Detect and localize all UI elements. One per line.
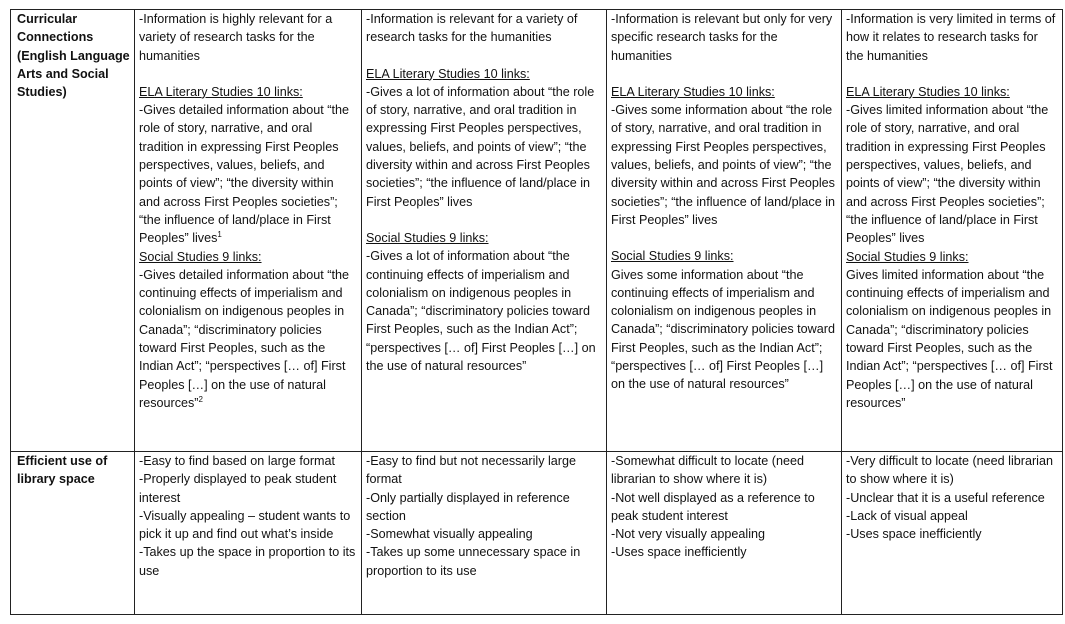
criterion-line: -Uses space inefficiently xyxy=(846,527,982,542)
rubric-cell-level-1 xyxy=(135,452,362,615)
criterion-cell xyxy=(11,452,135,615)
rubric-cell-level-4 xyxy=(842,452,1063,615)
criterion-line: -Not very visually appealing xyxy=(611,527,765,542)
rubric-cell-level-1 xyxy=(135,10,362,452)
table-row-curricular-connections xyxy=(11,10,1063,452)
summary-text: -Information is relevant for a variety of research tasks for the humanities xyxy=(366,12,578,45)
summary-text: -Information is relevant but only for very specific research tasks for the humanities xyxy=(611,12,833,63)
criterion-line: -Properly displayed to peak student interest xyxy=(139,472,337,505)
ss-text: -Gives detailed information about “the continuing effects of imperialism and colonialism on indigenous peoples in Canada”; “discriminatory policies toward First Peoples, such as the Indian Act”; “perspectives [… of] First Peoples […] on the use of natural resources” xyxy=(139,267,350,410)
criterion-line: -Not well displayed as a reference to peak student interest xyxy=(611,490,815,523)
criterion-line: -Very difficult to locate (need librarian to show where it is) xyxy=(846,454,1053,487)
rubric-cell-level-3 xyxy=(607,10,842,452)
ss-heading: Social Studies 9 links: xyxy=(611,249,734,264)
table-row-library-space xyxy=(11,452,1063,615)
criterion-line: -Takes up some unnecessary space in proportion to its use xyxy=(366,545,581,578)
ss-heading: Social Studies 9 links: xyxy=(139,249,262,264)
ela-text: -Gives limited information about “the role of story, narrative, and oral tradition in expressing First Peoples perspectives, values, beliefs, and points of view”; “the diversity within and across First Peoples societies”; “the influence of land/place in First Peoples” lives xyxy=(846,103,1049,246)
ss-text: Gives some information about “the continuing effects of imperialism and colonialism on indigenous peoples in Canada”; “discriminatory policies toward First Peoples, such as the Indian Act”; “perspectives [… of] First Peoples […] on the use of natural resources” xyxy=(611,267,835,392)
rubric-table xyxy=(10,9,1063,615)
criterion-line: -Lack of visual appeal xyxy=(846,508,968,523)
criterion-line: -Uses space inefficiently xyxy=(611,545,747,560)
criterion-cell xyxy=(11,10,135,452)
criterion-line: -Easy to find but not necessarily large format xyxy=(366,454,577,487)
ela-text: -Gives some information about “the role of story, narrative, and oral tradition in expressing First Peoples perspectives, values, beliefs, and points of view”; “the diversity within and across First Peoples societies”; “the influence of land/place in First Peoples” lives xyxy=(611,103,836,227)
ss-heading: Social Studies 9 links: xyxy=(366,230,489,245)
ela-heading: ELA Literary Studies 10 links: xyxy=(139,84,303,99)
ela-heading: ELA Literary Studies 10 links: xyxy=(846,84,1010,99)
rubric-cell-level-3 xyxy=(607,452,842,615)
ss-heading: Social Studies 9 links: xyxy=(846,249,969,264)
ela-block xyxy=(139,101,357,247)
criterion-line: -Only partially displayed in reference section xyxy=(366,490,570,523)
rubric-cell-level-2 xyxy=(362,10,607,452)
criterion-line: -Easy to find based on large format xyxy=(139,454,336,468)
criterion-line: -Unclear that it is a useful reference xyxy=(846,490,1045,505)
ela-text: -Gives detailed information about “the role of story, narrative, and oral tradition in expressing First Peoples perspectives, values, beliefs, and points of view”; “the diversity within and across First Peoples societies”; “the influence of land/place in First Peoples” lives xyxy=(139,103,350,246)
summary-text: -Information is very limited in terms of how it relates to research tasks for the humanities xyxy=(846,12,1056,63)
criterion-line: -Takes up the space in proportion to its use xyxy=(139,545,356,578)
criterion-line: -Somewhat visually appealing xyxy=(366,527,533,542)
rubric-cell-level-4 xyxy=(842,10,1063,452)
ela-text: -Gives a lot of information about “the role of story, narrative, and oral tradition in expressing First Peoples perspectives, values, beliefs, and points of view”; “the diversity within and across First Peoples societies”; “the influence of land/place in First Peoples” lives xyxy=(366,84,595,209)
rubric-cell-level-2 xyxy=(362,452,607,615)
criterion-line: -Somewhat difficult to locate (need librarian to show where it is) xyxy=(611,454,804,487)
criterion-label: Curricular Connections (English Language Arts and Social Studies) xyxy=(17,12,130,100)
ss-block xyxy=(139,266,357,412)
footnote-marker: 1 xyxy=(217,230,222,240)
ela-heading: ELA Literary Studies 10 links: xyxy=(611,84,775,99)
summary-text: -Information is highly relevant for a variety of research tasks for the humanities xyxy=(139,12,333,63)
ela-heading: ELA Literary Studies 10 links: xyxy=(366,66,530,81)
footnote-marker: 2 xyxy=(198,394,203,404)
ss-text: Gives limited information about “the continuing effects of imperialism and colonialism on indigenous peoples in Canada”; “discriminatory policies toward First Peoples, such as the Indian Act”; “perspectives [… of] First Peoples […] on the use of natural resources” xyxy=(846,267,1053,410)
criterion-line: -Visually appealing – student wants to pick it up and find out what’s inside xyxy=(139,508,351,542)
criterion-label: Efficient use of library space xyxy=(17,454,108,487)
ss-text: -Gives a lot of information about “the continuing effects of imperialism and colonialism on indigenous peoples in Canada”; “discriminatory policies toward First Peoples, such as the Indian Act”; “perspectives [… of] First Peoples […] on the use of natural resources” xyxy=(366,249,596,374)
